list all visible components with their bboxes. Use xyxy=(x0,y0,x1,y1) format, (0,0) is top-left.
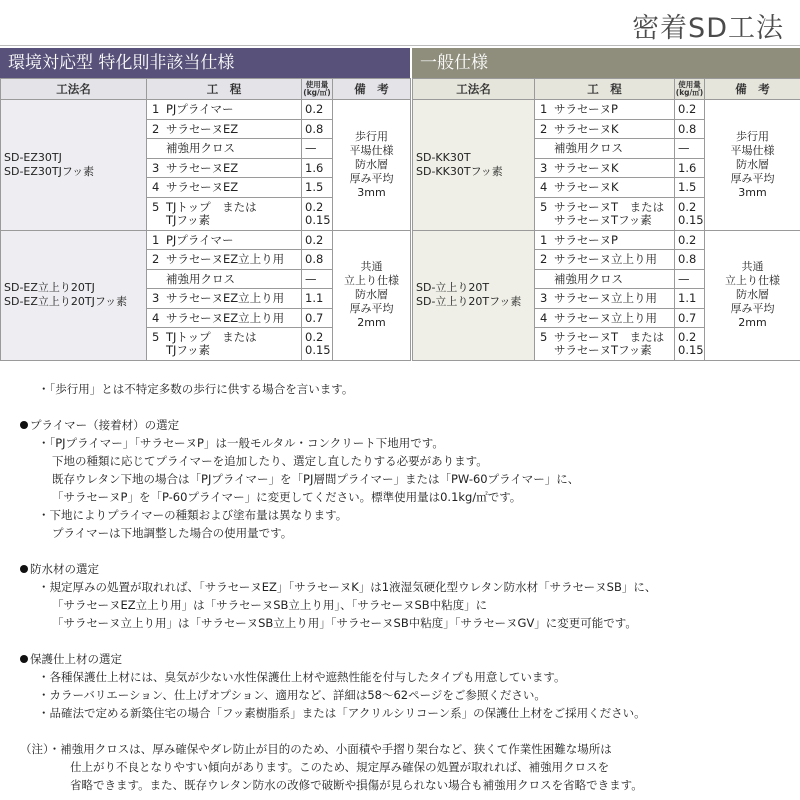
step-name: サラセーヌ立上り用 xyxy=(554,252,658,267)
step-name: サラセーヌP xyxy=(554,102,618,117)
usage-cell xyxy=(675,139,705,159)
note-text: 「サラセーヌP」を「P-60プライマー」に変更してください。標準使用量は0.1kg/㎡です。 xyxy=(52,490,522,504)
usage-cell xyxy=(675,269,705,289)
process-step-cell xyxy=(535,289,675,309)
process-step-cell xyxy=(535,119,675,139)
step-number: 4 xyxy=(152,180,160,195)
note-text: 歩行用 xyxy=(355,129,388,143)
note-text: 共通 xyxy=(741,260,764,274)
usage-value: 0.2 xyxy=(305,102,324,117)
title-divider xyxy=(0,45,800,46)
usage-cell xyxy=(302,119,333,139)
usage-value: 0.2 xyxy=(678,199,697,214)
process-step-cell xyxy=(535,178,675,198)
step-number: 1 xyxy=(152,102,160,117)
note-line xyxy=(20,704,790,722)
usage-value: 1.1 xyxy=(305,291,324,306)
usage-value: 0.8 xyxy=(305,252,324,267)
step-number: 3 xyxy=(540,291,548,306)
usage-cell xyxy=(675,119,705,139)
usage-cell xyxy=(302,250,333,270)
usage-cell xyxy=(675,250,705,270)
process-step-cell xyxy=(535,100,675,120)
step-name: サラセーヌEZ立上り用 xyxy=(166,310,285,325)
note-text: 共通 xyxy=(360,260,383,274)
step-number: 1 xyxy=(152,232,160,247)
step-name: PJプライマー xyxy=(166,232,234,247)
step-name: サラセーヌT または xyxy=(554,199,665,214)
usage-value: 0.7 xyxy=(678,310,697,325)
method-name: SD-KK30Tフッ素 xyxy=(416,164,503,178)
process-step-cell xyxy=(147,139,302,159)
method-name-cell xyxy=(413,100,535,231)
note-text: 平場仕様 xyxy=(349,143,394,157)
usage-value: 1.6 xyxy=(678,160,697,175)
note-heading-text: 保護仕上材の選定 xyxy=(30,652,122,666)
note-line xyxy=(20,740,790,758)
note-text: 2mm xyxy=(738,316,767,330)
note-text: 下地の種類に応じてプライマーを追加したり、選定し直したりする必要があります。 xyxy=(52,454,488,468)
step-name: サラセーヌEZ立上り用 xyxy=(166,252,285,267)
note-text: 防水層 xyxy=(355,288,388,302)
process-step-cell xyxy=(147,197,302,230)
usage-cell xyxy=(302,139,333,159)
step-number: 4 xyxy=(152,310,160,325)
bullet-icon xyxy=(20,565,28,573)
method-name: SD-EZ30TJフッ素 xyxy=(4,164,95,178)
process-step-cell xyxy=(147,308,302,328)
usage-cell xyxy=(302,230,333,250)
note-text: ・カラーバリエーション、仕上げオプション、適用など、詳細は58〜62ページをご参照ください。 xyxy=(38,688,546,702)
note-text: ・規定厚みの処置が取れれば、「サラセーヌEZ」「サラセーヌK」は1液湿気硬化型ウレタン防水材「サラセーヌSB」に、 xyxy=(38,580,657,594)
method-name: SD-EZ30TJ xyxy=(4,150,62,164)
usage-value: 0.2 xyxy=(678,330,697,344)
header-usage-label: 使用量 xyxy=(305,80,329,89)
step-name: TJトップ または xyxy=(166,199,257,214)
note-text: 厚み平均 xyxy=(730,302,775,316)
note-text: 平場仕様 xyxy=(730,143,775,157)
process-step-cell xyxy=(147,289,302,309)
right-section-band: 一般仕様 xyxy=(412,48,800,78)
step-name: サラセーヌT または xyxy=(554,330,665,344)
spec-table-general xyxy=(412,78,800,361)
header-method: 工法名 xyxy=(413,79,535,100)
process-step-cell xyxy=(147,100,302,120)
usage-value: 0.2 xyxy=(305,232,324,247)
note-text: 厚み平均 xyxy=(730,171,775,185)
step-number: 5 xyxy=(540,199,548,214)
method-name: SD-KK30T xyxy=(416,150,471,164)
note-text: （注）・補強用クロスは、厚み確保やダレ防止が目的のため、小面積や手摺り架台など、狭くて作業性困難な場所は xyxy=(20,742,612,756)
step-number: 5 xyxy=(540,330,548,344)
step-name: 補強用クロス xyxy=(554,141,623,156)
step-number: 3 xyxy=(540,160,548,175)
note-gap xyxy=(20,632,790,650)
method-name-cell xyxy=(1,230,147,361)
usage-value: 1.5 xyxy=(678,180,697,195)
note-line xyxy=(20,434,790,452)
usage-cell xyxy=(302,328,333,361)
note-heading-text: プライマー（接着材）の選定 xyxy=(30,418,180,432)
note-heading xyxy=(20,416,790,434)
usage-value: 1.6 xyxy=(305,160,324,175)
note-text: 歩行用 xyxy=(736,129,769,143)
method-name-cell xyxy=(1,100,147,231)
process-step-cell xyxy=(535,158,675,178)
note-text: ・「PJプライマー」「サラセーヌP」は一般モルタル・コンクリート下地用です。 xyxy=(38,436,444,450)
step-name: サラセーヌK xyxy=(554,121,619,136)
process-step-cell xyxy=(147,158,302,178)
method-name-cell xyxy=(413,230,535,361)
step-name: サラセーヌ立上り用 xyxy=(554,310,658,325)
header-process: 工 程 xyxy=(535,79,675,100)
step-name: 補強用クロス xyxy=(166,141,235,156)
note-line xyxy=(20,578,790,596)
note-text: ・下地によりプライマーの種類および塗布量は異なります。 xyxy=(38,508,348,522)
step-name: サラセーヌTフッ素 xyxy=(554,343,652,357)
note-text: 2mm xyxy=(357,316,386,330)
note-line xyxy=(20,488,790,506)
usage-value: 1.1 xyxy=(678,291,697,306)
usage-cell xyxy=(675,197,705,230)
table-row xyxy=(413,100,800,120)
note-text: 防水層 xyxy=(736,288,769,302)
process-step-cell xyxy=(535,308,675,328)
note-line xyxy=(20,452,790,470)
step-name: 補強用クロス xyxy=(554,271,623,286)
step-name: サラセーヌEZ xyxy=(166,121,239,136)
note-gap xyxy=(20,542,790,560)
usage-cell xyxy=(675,308,705,328)
step-number: 2 xyxy=(152,252,160,267)
usage-cell xyxy=(302,100,333,120)
note-text: 3mm xyxy=(738,185,767,199)
usage-cell xyxy=(302,178,333,198)
note-text: 「サラセーヌ立上り用」は「サラセーヌSB立上り用」「サラセーヌSB中粘度」「サラセーヌGV」に変更可能です。 xyxy=(52,616,637,630)
note-text: 厚み平均 xyxy=(349,171,394,185)
usage-value: 0.8 xyxy=(305,121,324,136)
usage-value: 0.8 xyxy=(678,252,697,267)
process-step-cell xyxy=(147,178,302,198)
usage-value: 0.2 xyxy=(305,330,324,344)
usage-value: — xyxy=(678,271,690,286)
usage-value: 0.7 xyxy=(305,310,324,325)
method-name: SD-EZ立上り20TJ xyxy=(4,281,95,295)
process-step-cell xyxy=(147,230,302,250)
step-name: サラセーヌEZ立上り用 xyxy=(166,291,285,306)
note-cell xyxy=(333,230,411,361)
notes-section xyxy=(20,380,790,794)
step-name: PJプライマー xyxy=(166,102,234,117)
step-name: TJフッ素 xyxy=(166,343,211,357)
step-name: サラセーヌEZ xyxy=(166,180,239,195)
note-cell xyxy=(705,100,800,231)
usage-cell xyxy=(302,308,333,328)
step-name: 補強用クロス xyxy=(166,271,235,286)
note-cell xyxy=(333,100,411,231)
usage-cell xyxy=(675,289,705,309)
usage-value: — xyxy=(305,141,317,156)
step-name: TJトップ または xyxy=(166,330,257,344)
header-usage-label: 使用量 xyxy=(678,80,701,89)
header-note: 備 考 xyxy=(333,79,411,100)
note-line xyxy=(20,470,790,488)
usage-cell xyxy=(302,197,333,230)
note-text: プライマーは下地調整した場合の使用量です。 xyxy=(52,526,293,540)
usage-cell xyxy=(675,230,705,250)
table-row xyxy=(413,230,800,250)
process-step-cell xyxy=(535,197,675,230)
note-line xyxy=(20,614,790,632)
note-line xyxy=(20,686,790,704)
note-gap xyxy=(20,398,790,416)
process-step-cell xyxy=(535,139,675,159)
usage-value: — xyxy=(305,271,317,286)
method-name: SD-立上り20T xyxy=(416,281,490,295)
step-name: サラセーヌP xyxy=(554,232,618,247)
note-text: ・各種保護仕上材には、臭気が少ない水性保護仕上材や遮熱性能を付与したタイプも用意しています。 xyxy=(38,670,566,684)
note-text: 3mm xyxy=(357,185,386,199)
usage-value: 0.15 xyxy=(305,212,331,227)
usage-value: 0.15 xyxy=(305,343,331,357)
note-text: 厚み平均 xyxy=(349,302,394,316)
process-step-cell xyxy=(535,230,675,250)
note-line xyxy=(20,380,790,398)
usage-cell xyxy=(302,289,333,309)
note-heading xyxy=(20,560,790,578)
bullet-icon xyxy=(20,421,28,429)
note-text: 省略できます。また、既存ウレタン防水の改修で破断や損傷が見られない場合も補強用クロスを省略できます。 xyxy=(70,778,643,792)
note-text: 防水層 xyxy=(355,157,388,171)
usage-value: 0.15 xyxy=(678,343,704,357)
note-line xyxy=(20,668,790,686)
header-process: 工 程 xyxy=(147,79,302,100)
step-number: 5 xyxy=(152,199,160,214)
header-usage xyxy=(675,79,705,100)
usage-value: 0.15 xyxy=(678,212,704,227)
step-name: サラセーヌ立上り用 xyxy=(554,291,658,306)
step-number: 4 xyxy=(540,310,548,325)
note-cell xyxy=(705,230,800,361)
header-note: 備 考 xyxy=(705,79,800,100)
usage-value: 0.2 xyxy=(678,232,697,247)
usage-cell xyxy=(675,100,705,120)
note-text: ・品確法で定める新築住宅の場合「フッ素樹脂系」または「アクリルシリコーン系」の保護仕上材をご採用ください。 xyxy=(38,706,646,720)
header-usage xyxy=(302,79,333,100)
header-usage-unit: (kg/㎡) xyxy=(303,88,331,97)
note-text: 仕上がり不良となりやすい傾向があります。このため、規定厚み確保の処置が取れれば、補強用クロスを xyxy=(70,760,610,774)
step-name: サラセーヌK xyxy=(554,180,619,195)
usage-cell xyxy=(675,158,705,178)
step-number: 3 xyxy=(152,160,160,175)
note-heading-text: 防水材の選定 xyxy=(30,562,99,576)
note-text: 防水層 xyxy=(736,157,769,171)
method-name: SD-EZ立上り20TJフッ素 xyxy=(4,295,128,309)
note-line xyxy=(20,758,790,776)
header-row xyxy=(413,79,800,100)
usage-value: 0.2 xyxy=(678,102,697,117)
process-step-cell xyxy=(147,269,302,289)
note-gap xyxy=(20,722,790,740)
usage-value: 0.8 xyxy=(678,121,697,136)
step-number: 2 xyxy=(540,121,548,136)
usage-cell xyxy=(675,328,705,361)
header-method: 工法名 xyxy=(1,79,147,100)
step-number: 4 xyxy=(540,180,548,195)
note-text: 立上り仕様 xyxy=(725,274,780,288)
usage-value: 1.5 xyxy=(305,180,324,195)
step-name: サラセーヌTフッ素 xyxy=(554,212,652,227)
table-row xyxy=(1,100,411,120)
usage-value: — xyxy=(678,141,690,156)
note-line xyxy=(20,776,790,794)
note-line xyxy=(20,506,790,524)
left-section-band: 環境対応型 特化則非該当仕様 xyxy=(0,48,410,78)
step-number: 5 xyxy=(152,330,160,344)
process-step-cell xyxy=(535,269,675,289)
step-name: サラセーヌEZ xyxy=(166,160,239,175)
note-heading xyxy=(20,650,790,668)
bullet-icon xyxy=(20,655,28,663)
note-text: 立上り仕様 xyxy=(344,274,399,288)
step-number: 3 xyxy=(152,291,160,306)
process-step-cell xyxy=(535,328,675,361)
step-name: TJフッ素 xyxy=(166,212,211,227)
note-line xyxy=(20,524,790,542)
step-number: 1 xyxy=(540,232,548,247)
header-usage-unit: (kg/㎡) xyxy=(675,88,704,97)
process-step-cell xyxy=(147,119,302,139)
page-title: 密着SD工法 xyxy=(632,13,784,44)
step-name: サラセーヌK xyxy=(554,160,619,175)
note-text: ・「歩行用」とは不特定多数の歩行に供する場合を言います。 xyxy=(38,382,354,396)
process-step-cell xyxy=(535,250,675,270)
step-number: 2 xyxy=(152,121,160,136)
table-row xyxy=(1,230,411,250)
method-name: SD-立上り20Tフッ素 xyxy=(416,295,522,309)
usage-cell xyxy=(302,158,333,178)
spec-table-environment xyxy=(0,78,411,361)
note-text: 既存ウレタン下地の場合は「PJプライマー」を「PJ層間プライマー」または「PW-60プライマー」に、 xyxy=(52,472,580,486)
usage-cell xyxy=(675,178,705,198)
step-number: 2 xyxy=(540,252,548,267)
process-step-cell xyxy=(147,250,302,270)
usage-value: 0.2 xyxy=(305,199,324,214)
note-line xyxy=(20,596,790,614)
process-step-cell xyxy=(147,328,302,361)
header-row xyxy=(1,79,411,100)
usage-cell xyxy=(302,269,333,289)
step-number: 1 xyxy=(540,102,548,117)
note-text: 「サラセーヌEZ立上り用」は「サラセーヌSB立上り用」、「サラセーヌSB中粘度」に xyxy=(52,598,488,612)
